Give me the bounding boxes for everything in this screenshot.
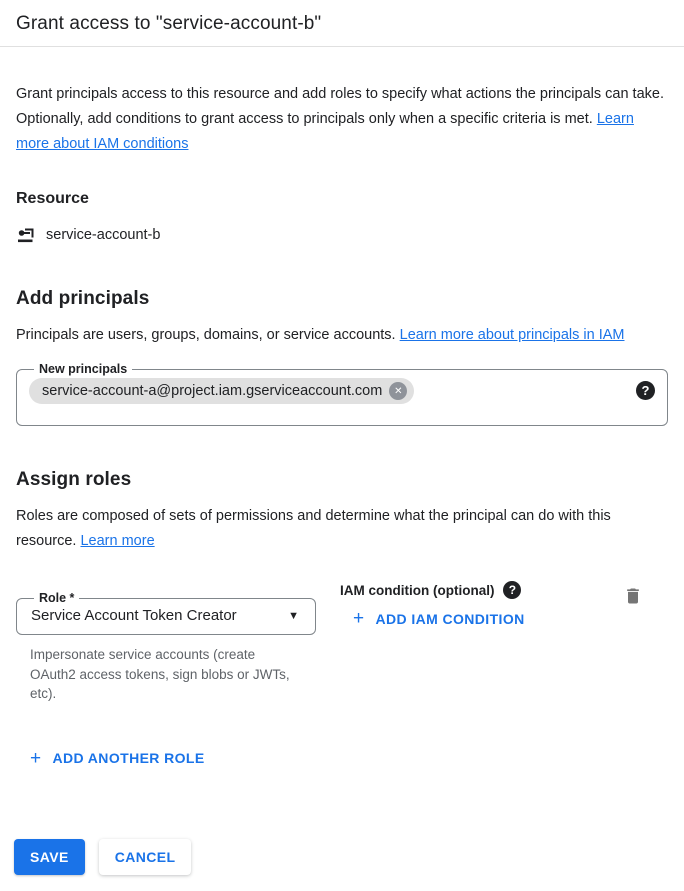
resource-row [16, 225, 668, 245]
cancel-button[interactable]: CANCEL [99, 839, 192, 875]
roles-learn-more-link[interactable]: Learn more [80, 533, 155, 549]
close-icon: ✕ [394, 385, 403, 397]
principal-chip-label: service-account-a@project.iam.gserviceaccount.com [42, 383, 383, 399]
resource-heading: Resource [16, 190, 89, 207]
role-column [16, 577, 316, 704]
add-iam-condition-button[interactable] [353, 609, 525, 628]
dialog-title: Grant access to "service-account-b" [16, 13, 322, 34]
header-divider [0, 46, 684, 47]
principals-help-icon[interactable] [636, 381, 655, 400]
dialog-header [0, 0, 684, 46]
plus-icon: + [353, 608, 365, 629]
plus-icon: + [30, 747, 42, 769]
iam-conditions-learn-more-link[interactable]: Learn more about IAM conditions [16, 111, 634, 152]
save-button[interactable]: SAVE [14, 839, 85, 875]
add-principals-description [16, 323, 668, 348]
service-account-icon [16, 225, 36, 245]
add-another-role-label: ADD ANOTHER ROLE [52, 750, 205, 766]
principal-chip[interactable] [29, 378, 414, 404]
assign-roles-heading: Assign roles [16, 469, 132, 490]
new-principals-field[interactable] [16, 362, 668, 426]
delete-role-button[interactable] [623, 585, 643, 607]
dialog-footer [14, 839, 191, 875]
add-iam-condition-label: ADD IAM CONDITION [375, 610, 525, 627]
add-principals-text: Principals are users, groups, domains, or service accounts. [16, 327, 396, 343]
role-helper-text: Impersonate service accounts (create OAuth2 access tokens, sign blobs or JWTs, etc). [30, 647, 290, 701]
role-selected-value: Service Account Token Creator [31, 607, 237, 624]
iam-condition-help-icon[interactable] [503, 581, 521, 599]
chip-remove-icon[interactable] [389, 382, 407, 400]
iam-condition-column [340, 577, 525, 629]
resource-name: service-account-b [46, 227, 161, 243]
trash-icon [623, 595, 643, 610]
iam-condition-label: IAM condition (optional) [340, 582, 495, 598]
dialog-body [0, 82, 684, 769]
add-another-role-button[interactable] [30, 749, 205, 768]
chevron-down-icon: ▼ [288, 609, 299, 622]
role-label: Role * [39, 591, 75, 605]
intro-text [16, 82, 668, 157]
role-row [16, 577, 668, 704]
role-select[interactable] [16, 591, 316, 635]
help-icon: ? [508, 583, 517, 597]
assign-roles-description [16, 504, 668, 554]
assign-roles-text: Roles are composed of sets of permissions and determine what the principal can do with this resource. [16, 508, 611, 549]
new-principals-label: New principals [39, 362, 128, 376]
add-principals-heading: Add principals [16, 288, 150, 309]
principals-learn-more-link[interactable]: Learn more about principals in IAM [399, 327, 625, 343]
intro-text-body: Grant principals access to this resource and add roles to specify what actions the principals can take. Optionally, add conditions to grant access to principals only when a specific criteria is met. [16, 86, 664, 127]
help-icon: ? [641, 383, 650, 398]
